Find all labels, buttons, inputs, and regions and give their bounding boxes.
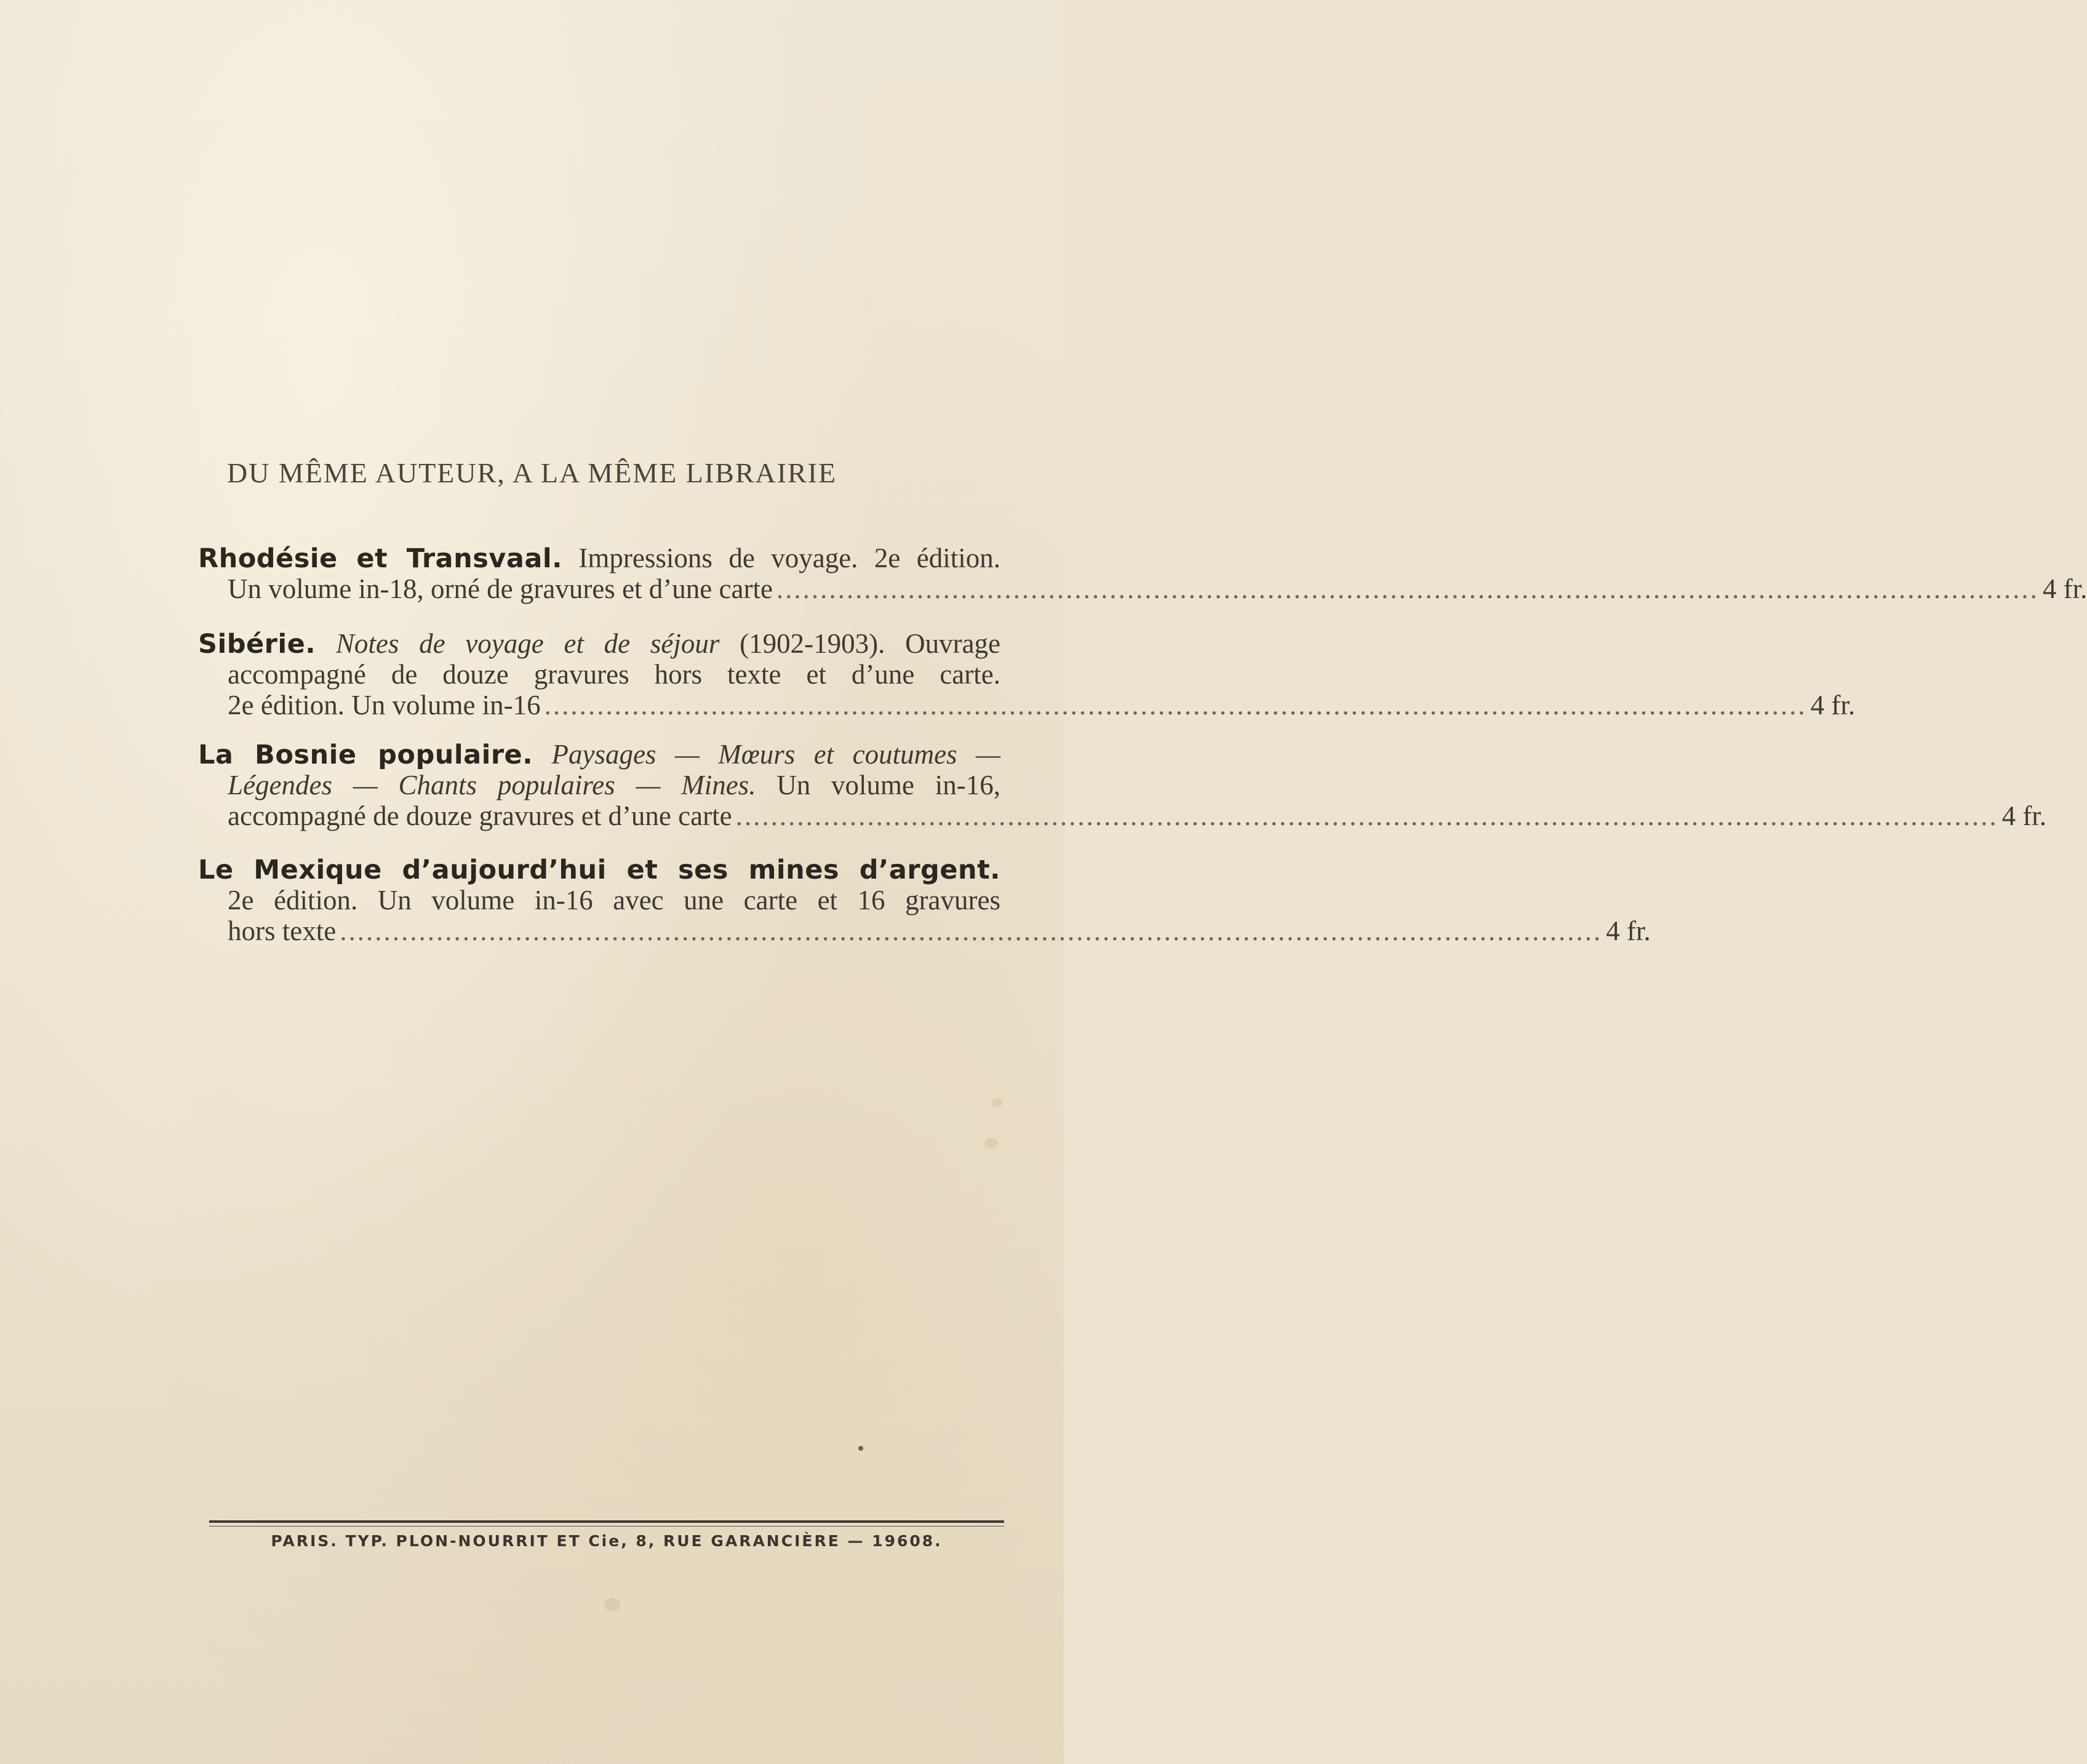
- page-heading: DU MÊME AUTEUR, A LA MÊME LIBRAIRIE: [226, 457, 837, 489]
- book-price: 4 fr.: [1810, 690, 1856, 720]
- book-description: Un volume in-16,: [776, 770, 1000, 800]
- book-price: 4 fr.: [1606, 916, 1651, 946]
- entry-line: [198, 916, 1651, 946]
- foxing-spot: [992, 1098, 1003, 1107]
- book-entry: [198, 739, 2047, 831]
- entry-line: [198, 543, 1000, 573]
- foxing-spot: [604, 1598, 620, 1611]
- book-description: accompagné de douze gravures et d’une carte: [228, 800, 732, 831]
- dot-leader: [545, 690, 1807, 720]
- entry-line: [198, 628, 1000, 659]
- printer-imprint: PARIS. TYP. PLON-NOURRIT ET Cie, 8, RUE GARANCIÈRE — 19608.: [271, 1532, 943, 1550]
- dot-leader: [736, 800, 1998, 831]
- entry-line: [198, 770, 1000, 800]
- book-subtitle-italic: Légendes — Chants populaires — Mines.: [228, 770, 756, 800]
- footer-rule-thin: [209, 1526, 1004, 1527]
- book-title: La Bosnie populaire.: [198, 740, 533, 770]
- book-price: 4 fr.: [2042, 573, 2087, 604]
- book-subtitle: Impressions de voyage. 2e édition.: [578, 543, 1001, 573]
- entry-line: [198, 573, 2087, 604]
- entry-line: [198, 854, 1000, 885]
- book-description: Un volume in-18, orné de gravures et d’une carte: [228, 573, 773, 604]
- entry-line: [198, 800, 2047, 831]
- book-description: accompagné de douze gravures hors texte et d’une carte.: [228, 659, 1000, 690]
- book-subtitle: (1902-1903). Ouvrage: [740, 628, 1001, 659]
- book-title: Le Mexique d’aujourd’hui et ses mines d’argent.: [198, 855, 1000, 885]
- book-description: 2e édition. Un volume in-16 avec une carte et 16 gravures: [228, 885, 1000, 916]
- entry-line: [198, 659, 1000, 690]
- book-description: 2e édition. Un volume in-16: [228, 690, 541, 720]
- entry-line: [198, 690, 1856, 720]
- book-entry: [198, 854, 1651, 946]
- book-title: Sibérie.: [198, 629, 316, 660]
- book-title: Rhodésie et Transvaal.: [198, 543, 562, 574]
- book-entry: [198, 628, 1856, 720]
- dot-leader: [776, 573, 2039, 604]
- footer-rule: [209, 1520, 1004, 1523]
- book-price: 4 fr.: [2001, 800, 2047, 831]
- book-subtitle-italic: Paysages — Mœurs et coutumes —: [551, 739, 1000, 770]
- book-entry: [198, 543, 2087, 604]
- book-description: hors texte: [228, 916, 337, 946]
- ink-dot: [858, 1446, 863, 1451]
- book-subtitle-italic: Notes de voyage et de séjour: [335, 628, 720, 659]
- entry-line: [198, 739, 1000, 770]
- dot-leader: [340, 916, 1602, 946]
- entry-line: [198, 885, 1000, 916]
- foxing-spot: [984, 1138, 998, 1148]
